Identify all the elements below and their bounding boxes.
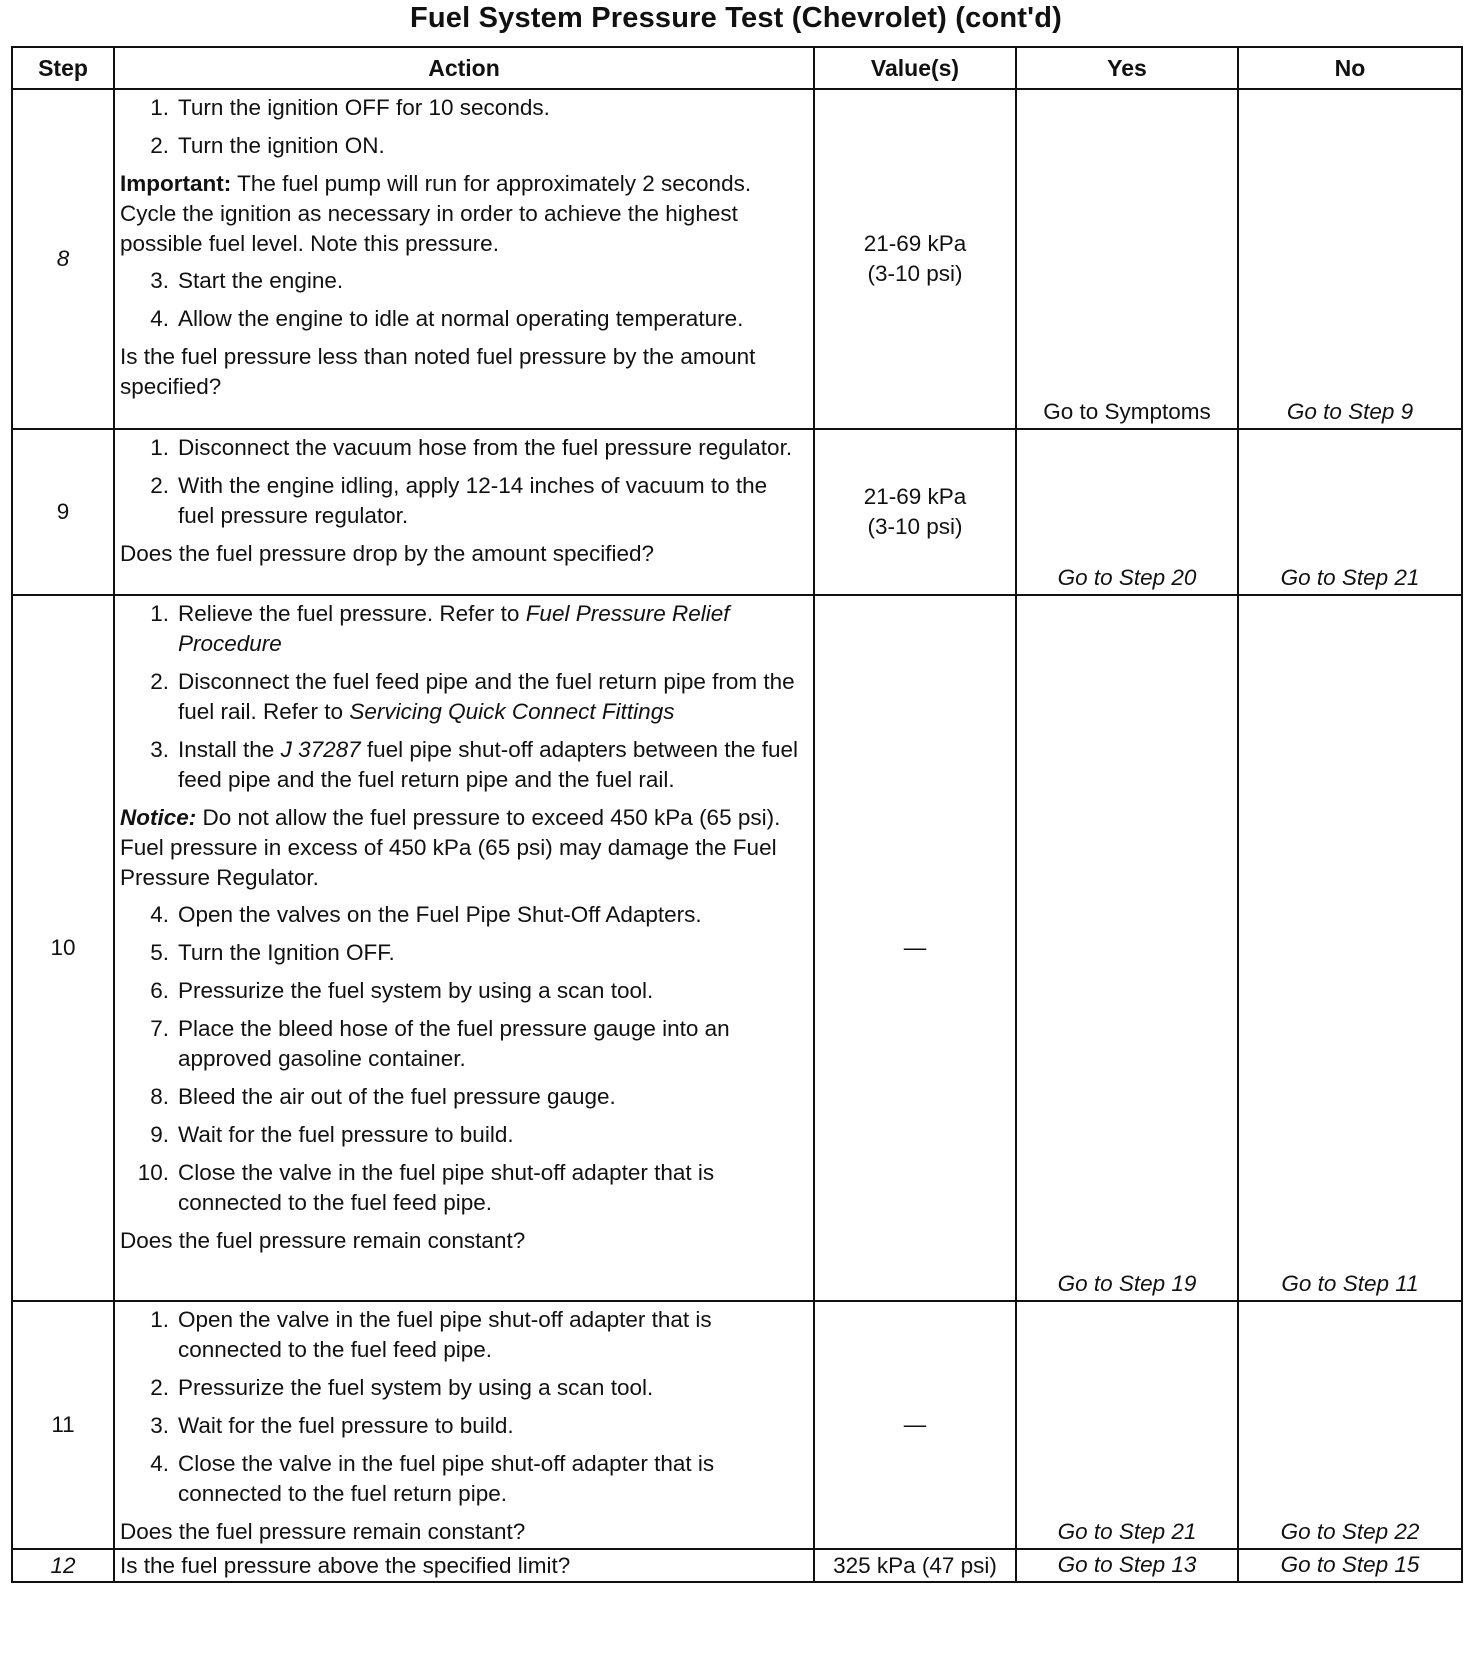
action-item: 3. Install the J 37287 fuel pipe shut-off adapters between the fuel feed pipe and the fuel return pipe and the fuel rail. <box>150 737 799 792</box>
action-question: Does the fuel pressure drop by the amount specified? <box>120 541 655 566</box>
important-note: Important: The fuel pump will run for approximately 2 seconds. Cycle the ignition as necessary in order to achieve the highest possible fuel level. Note this pressure. <box>120 171 752 256</box>
value-cell: — <box>814 595 1016 1301</box>
tool-reference: J 37287 <box>280 737 361 762</box>
action-item: 2. Turn the ignition ON. <box>150 133 385 158</box>
notice-note: Notice: Do not allow the fuel pressure to exceed 450 kPa (65 psi). Fuel pressure in excess of 450 kPa (65 psi) may damage the Fuel Pressure Regulator. <box>120 805 781 890</box>
action-item: 3. Wait for the fuel pressure to build. <box>150 1413 514 1438</box>
no-cell: Go to Step 11 <box>1238 595 1462 1301</box>
action-item: 1. Disconnect the vacuum hose from the fuel pressure regulator. <box>150 435 793 460</box>
yes-cell: Go to Step 19 <box>1016 595 1238 1301</box>
action-item: 4. Open the valves on the Fuel Pipe Shut-Off Adapters. <box>150 902 702 927</box>
action-item: 4. Close the valve in the fuel pipe shut-off adapter that is connected to the fuel return pipe. <box>150 1451 715 1506</box>
action-question: Is the fuel pressure less than noted fuel pressure by the amount specified? <box>120 344 756 399</box>
header-yes: Yes <box>1016 47 1238 89</box>
action-item: 1. Relieve the fuel pressure. Refer to Fuel Pressure Relief Procedure <box>150 601 730 656</box>
header-action: Action <box>114 47 814 89</box>
table-row-step-9 <box>12 429 1462 595</box>
step-number: 12 <box>12 1549 114 1582</box>
table-row-step-10 <box>12 595 1462 1301</box>
yes-cell: Go to Step 21 <box>1016 1301 1238 1549</box>
action-cell <box>114 595 814 1301</box>
action-item: 3. Start the engine. <box>150 268 344 293</box>
value-cell: 21-69 kPa (3-10 psi) <box>814 89 1016 429</box>
step-number: 10 <box>12 595 114 1301</box>
header-no: No <box>1238 47 1462 89</box>
action-question: Does the fuel pressure remain constant? <box>120 1228 526 1253</box>
no-cell: Go to Step 22 <box>1238 1301 1462 1549</box>
step-number: 11 <box>12 1301 114 1549</box>
page-title: Fuel System Pressure Test (Chevrolet) (cont'd) <box>409 2 1063 34</box>
action-cell <box>114 89 814 429</box>
action-item: 2. Disconnect the fuel feed pipe and the fuel return pipe from the fuel rail. Refer to Servicing Quick Connect Fittings <box>150 669 795 724</box>
no-cell: Go to Step 15 <box>1238 1549 1462 1582</box>
diagnostic-table <box>11 46 1463 1583</box>
value-cell: 21-69 kPa (3-10 psi) <box>814 429 1016 595</box>
table-row-step-12 <box>12 1549 1462 1582</box>
action-item: 5. Turn the Ignition OFF. <box>150 940 395 965</box>
header-step: Step <box>12 47 114 89</box>
step-number: 8 <box>12 89 114 429</box>
action-question: Is the fuel pressure above the specified limit? <box>114 1549 814 1582</box>
action-item: 4. Allow the engine to idle at normal operating temperature. <box>150 306 744 331</box>
table-row-step-8 <box>12 89 1462 429</box>
action-item: 6. Pressurize the fuel system by using a scan tool. <box>150 978 654 1003</box>
no-cell: Go to Step 21 <box>1238 429 1462 595</box>
action-cell <box>114 429 814 595</box>
action-item: 9. Wait for the fuel pressure to build. <box>150 1122 514 1147</box>
action-item: 2. With the engine idling, apply 12-14 inches of vacuum to the fuel pressure regulator. <box>150 473 768 528</box>
action-item: 7. Place the bleed hose of the fuel pressure gauge into an approved gasoline container. <box>150 1016 730 1071</box>
table-row-step-11 <box>12 1301 1462 1549</box>
action-item: 1. Turn the ignition OFF for 10 seconds. <box>150 95 550 120</box>
yes-cell: Go to Step 20 <box>1016 429 1238 595</box>
action-item: 10. Close the valve in the fuel pipe shut-off adapter that is connected to the fuel feed pipe. <box>137 1160 715 1215</box>
reference-link: Servicing Quick Connect Fittings <box>349 699 675 724</box>
step-number: 9 <box>12 429 114 595</box>
value-cell: — <box>814 1301 1016 1549</box>
no-cell: Go to Step 9 <box>1238 89 1462 429</box>
header-row <box>12 47 1462 89</box>
action-item: 8. Bleed the air out of the fuel pressure gauge. <box>150 1084 616 1109</box>
action-item: 2. Pressurize the fuel system by using a scan tool. <box>150 1375 654 1400</box>
value-cell: 325 kPa (47 psi) <box>814 1549 1016 1582</box>
header-values: Value(s) <box>814 47 1016 89</box>
action-item: 1. Open the valve in the fuel pipe shut-off adapter that is connected to the fuel feed pipe. <box>150 1307 712 1362</box>
action-question: Does the fuel pressure remain constant? <box>120 1519 526 1544</box>
action-cell <box>114 1301 814 1549</box>
yes-cell: Go to Symptoms <box>1016 89 1238 429</box>
reference-link: Fuel Pressure Relief Procedure <box>178 601 730 656</box>
yes-cell: Go to Step 13 <box>1016 1549 1238 1582</box>
